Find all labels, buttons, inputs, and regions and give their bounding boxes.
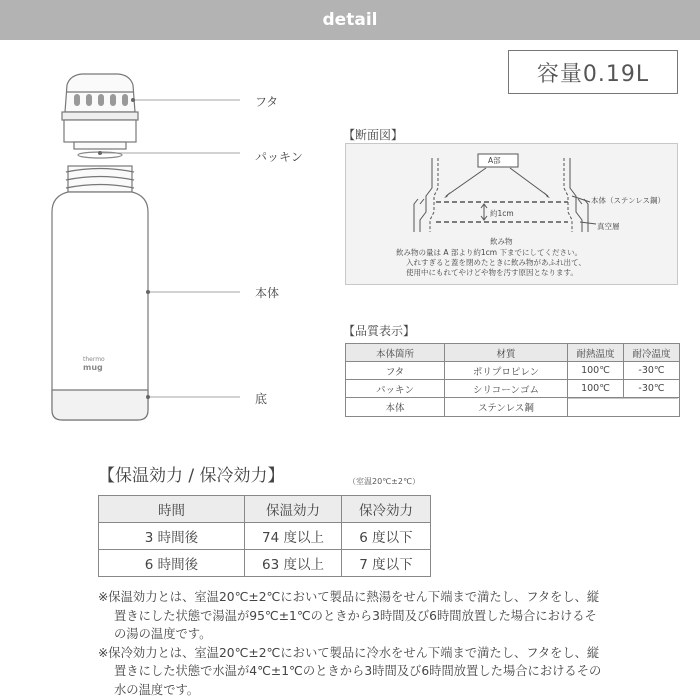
warmth-cell-time: 6 時間後 (99, 550, 245, 577)
warmth-cell-cold: 6 度以下 (342, 523, 431, 550)
section-view-box (345, 143, 678, 285)
note-hot: ※保温効力とは、室温20℃±2℃において製品に熱湯をせん下端まで満たし、フタをし、縦置きにした状態で湯温が95℃±1℃のときから3時間及び6時間放置した場合におけるその湯の温度です。 (98, 590, 600, 641)
section-note-2: 入れすぎると蓋を閉めたときに飲み物があふれ出て、 (406, 258, 586, 267)
empty-cell-diagonal (568, 398, 678, 416)
warmth-cell-time: 3 時間後 (99, 523, 245, 550)
part-label-body: 本体 (255, 286, 280, 300)
note-cold: ※保冷効力とは、室温20℃±2℃において製品に冷水をせん下端まで満たし、フタをし、縦置きにした状態で水温が4℃±1℃のときから3時間及び6時間放置した場合におけるその水の温度です。 (98, 645, 602, 697)
warmth-cell-cold: 7 度以下 (342, 550, 431, 577)
table-row (346, 398, 680, 417)
bottle-logo (83, 356, 105, 372)
quality-cell-cold: -30℃ (624, 362, 680, 380)
quality-heading: 【品質表示】 (343, 324, 416, 338)
quality-cell-material: ステンレス鋼 (445, 398, 568, 417)
neck-illustration (66, 166, 134, 192)
warmth-col-cold: 保冷効力 (342, 496, 431, 523)
warmth-header-row (99, 496, 431, 523)
quality-col-part: 本体箇所 (346, 344, 445, 362)
quality-col-cold: 耐冷温度 (624, 344, 680, 362)
warmth-col-time: 時間 (99, 496, 245, 523)
quality-header-row (346, 344, 680, 362)
quality-cell-part: 本体 (346, 398, 445, 417)
header-title: detail (322, 10, 378, 30)
quality-cell-part: フタ (346, 362, 445, 380)
table-row (346, 362, 680, 380)
quality-cell-material: ポリプロピレン (445, 362, 568, 380)
quality-cell-part: パッキン (346, 380, 445, 398)
warmth-table (98, 495, 431, 577)
section-vacuum-label: 真空層 (597, 222, 620, 231)
quality-col-heat: 耐熱温度 (568, 344, 624, 362)
section-measure-label: 約1cm (490, 209, 514, 218)
part-label-bottom: 底 (255, 392, 268, 406)
bottle-logo-line1: thermo (83, 356, 105, 363)
section-drink-label: 飲み物 (490, 237, 513, 246)
part-label-packing: パッキン (255, 150, 303, 164)
part-label-lid: フタ (255, 95, 279, 109)
section-view-heading: 【断面図】 (343, 128, 404, 142)
lid-illustration (62, 74, 138, 149)
header-bar (0, 0, 700, 40)
quality-cell-material: シリコーンゴム (445, 380, 568, 398)
section-body-label: 本体（ステンレス鋼） (591, 196, 666, 205)
warmth-cell-hot: 74 度以上 (245, 523, 342, 550)
section-note-3: 使用中にもれてやけどや物を汚す原因となります。 (406, 268, 578, 277)
warmth-cell-hot: 63 度以上 (245, 550, 342, 577)
quality-cell-empty (568, 398, 680, 417)
section-note-1: 飲み物の量は A 部より約1cm 下までにしてください。 (396, 248, 582, 257)
warmth-subtitle: （室温20℃±2℃） (348, 477, 420, 486)
warmth-col-hot: 保温効力 (245, 496, 342, 523)
quality-cell-heat: 100℃ (568, 380, 624, 398)
bottle-logo-line2: mug (83, 363, 103, 372)
quality-col-material: 材質 (445, 344, 568, 362)
quality-table (345, 343, 680, 417)
body-illustration (52, 192, 148, 420)
table-row (346, 380, 680, 398)
section-a-label: A部 (488, 156, 501, 165)
capacity-badge: 容量0.19L (508, 50, 678, 94)
bottle-illustration (0, 40, 340, 430)
table-row (99, 550, 431, 577)
table-row (99, 523, 431, 550)
notes-block (98, 588, 608, 699)
quality-cell-cold: -30℃ (624, 380, 680, 398)
quality-cell-heat: 100℃ (568, 362, 624, 380)
warmth-title: 【保温効力 / 保冷効力】 (98, 466, 285, 486)
